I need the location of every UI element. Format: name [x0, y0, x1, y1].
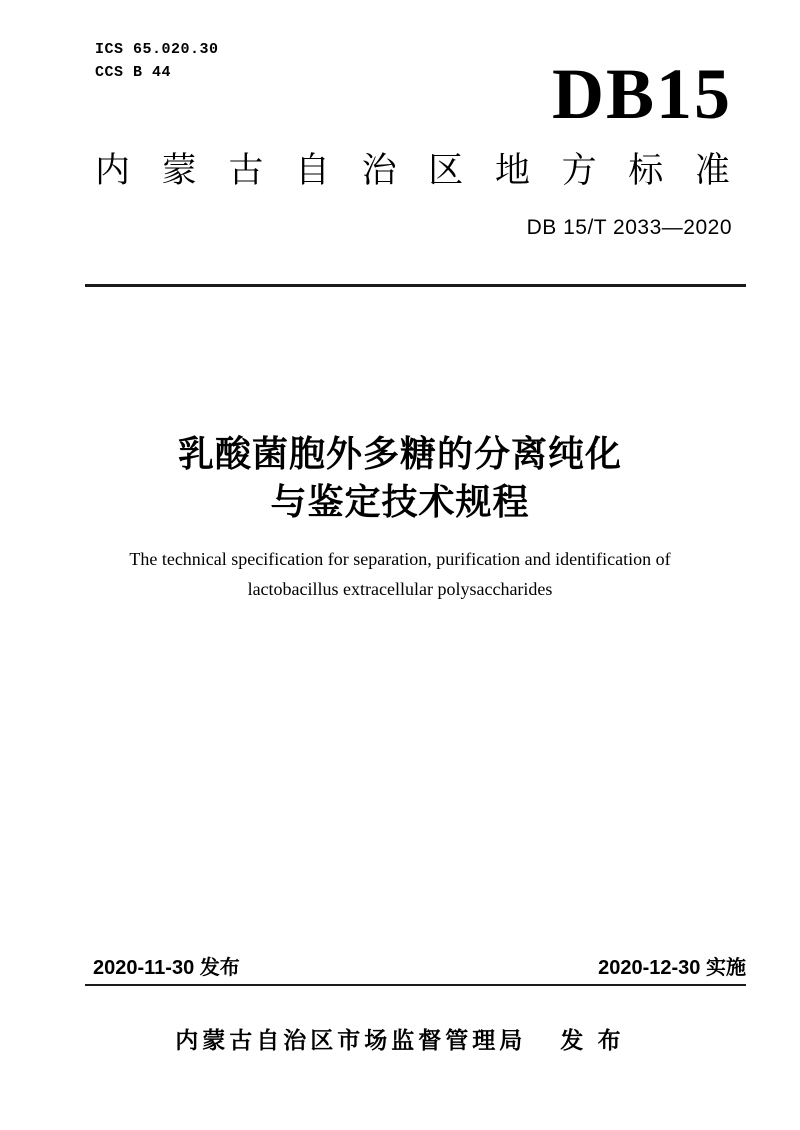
- db15-logo: DB15: [551, 54, 732, 134]
- implement-date: 2020-12-30 实施: [598, 957, 746, 979]
- standard-number: DB 15/T 2033—2020: [526, 216, 732, 239]
- standard-type-heading: 内 蒙 古 自 治 区 地 方 标 准: [95, 151, 730, 190]
- document-title-line2: 与鉴定技术规程: [270, 481, 530, 522]
- document-title-english: [0, 544, 800, 604]
- document-title-line1: 乳酸菌胞外多糖的分离纯化: [177, 433, 622, 474]
- document-title: [0, 430, 800, 526]
- publisher-row: [0, 1022, 800, 1055]
- ccs-code: CCS B 44: [95, 64, 172, 81]
- classification-codes: [95, 38, 219, 84]
- header-divider-rule: [85, 284, 746, 287]
- document-title-english-line2: lactobacillus extracellular polysaccharides: [247, 579, 553, 599]
- publisher-name: 内蒙古自治区市场监督管理局: [175, 1027, 527, 1053]
- document-title-english-line1: The technical specification for separation, purification and identification of: [129, 549, 671, 569]
- issue-date: 2020-11-30 发布: [93, 957, 240, 979]
- date-row: [85, 951, 746, 986]
- ics-code: ICS 65.020.30: [95, 41, 219, 58]
- publish-label: 发 布: [560, 1027, 625, 1053]
